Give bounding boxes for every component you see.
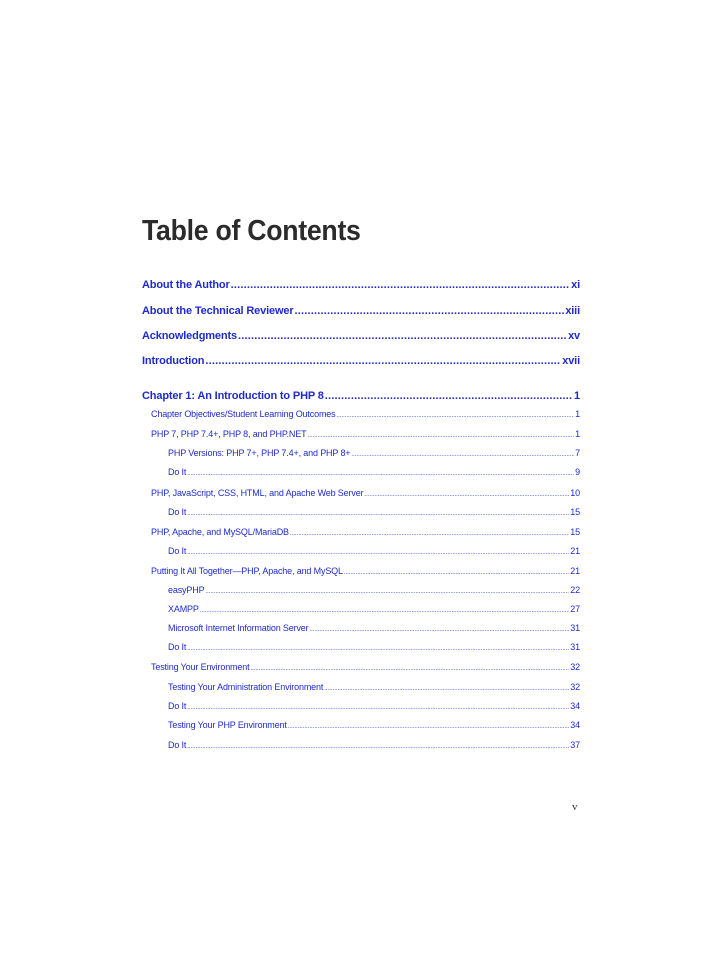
toc-entry[interactable] bbox=[142, 278, 580, 292]
toc-entry[interactable] bbox=[151, 661, 580, 675]
toc-entry[interactable] bbox=[168, 622, 580, 636]
toc-entry-label: Do It bbox=[168, 467, 187, 477]
toc-entry[interactable] bbox=[168, 545, 580, 559]
toc-entry[interactable] bbox=[168, 681, 580, 695]
page-title: Table of Contents bbox=[142, 215, 361, 247]
toc-entry-label: Do It bbox=[168, 507, 187, 517]
toc-entry-label: Testing Your PHP Environment bbox=[168, 720, 287, 730]
toc-entry-label: Do It bbox=[168, 642, 187, 652]
toc-entry[interactable] bbox=[168, 603, 580, 617]
dot-leader bbox=[344, 565, 569, 579]
toc-entry-page-number: 10 bbox=[570, 488, 580, 498]
toc-entry-label: PHP 7, PHP 7.4+, PHP 8, and PHP.NET bbox=[151, 429, 307, 439]
toc-entry-label: easyPHP bbox=[168, 585, 205, 595]
dot-leader bbox=[337, 408, 575, 422]
toc-entry-label: Testing Your Administration Environment bbox=[168, 682, 324, 692]
dot-leader bbox=[231, 278, 571, 292]
toc-entry[interactable] bbox=[168, 466, 580, 480]
toc-entry[interactable] bbox=[151, 487, 580, 501]
dot-leader bbox=[205, 354, 561, 368]
toc-entry-page-number: 1 bbox=[574, 390, 580, 402]
toc-entry-page-number: 9 bbox=[575, 467, 580, 477]
toc-entry-page-number: xi bbox=[571, 279, 580, 291]
toc-entry-label: Do It bbox=[168, 740, 187, 750]
toc-entry[interactable] bbox=[151, 428, 580, 442]
toc-entry-label: XAMPP bbox=[168, 604, 199, 614]
page-number-footer: v bbox=[572, 801, 578, 813]
toc-entry-page-number: xv bbox=[568, 330, 580, 342]
dot-leader bbox=[187, 739, 569, 753]
toc-entry-page-number: 34 bbox=[570, 720, 580, 730]
toc-entry-label: Do It bbox=[168, 701, 187, 711]
toc-entry[interactable] bbox=[168, 506, 580, 520]
dot-leader bbox=[294, 304, 564, 318]
toc-entry-label: Do It bbox=[168, 546, 187, 556]
toc-entry[interactable] bbox=[168, 700, 580, 714]
dot-leader bbox=[187, 700, 569, 714]
toc-entry-page-number: 32 bbox=[570, 682, 580, 692]
dot-leader bbox=[351, 447, 574, 461]
toc-entry-page-number: 22 bbox=[570, 585, 580, 595]
toc-entry[interactable] bbox=[142, 304, 580, 318]
toc-entry[interactable] bbox=[168, 641, 580, 655]
toc-entry-label: About the Author bbox=[142, 279, 230, 291]
toc-entry[interactable] bbox=[168, 584, 580, 598]
toc-entry-page-number: 32 bbox=[570, 662, 580, 672]
toc-entry-label: About the Technical Reviewer bbox=[142, 305, 294, 317]
toc-entry-page-number: xiii bbox=[565, 305, 580, 317]
toc-entry-page-number: 21 bbox=[570, 546, 580, 556]
toc-entry-page-number: 31 bbox=[570, 623, 580, 633]
toc-entry-label: Acknowledgments bbox=[142, 330, 237, 342]
toc-entry-page-number: 37 bbox=[570, 740, 580, 750]
toc-entry-page-number: 1 bbox=[575, 409, 580, 419]
dot-leader bbox=[200, 603, 570, 617]
toc-entry[interactable] bbox=[168, 447, 580, 461]
toc-entry-label: PHP, JavaScript, CSS, HTML, and Apache Web Server bbox=[151, 488, 364, 498]
toc-entry-label: Testing Your Environment bbox=[151, 662, 250, 672]
toc-entry[interactable] bbox=[168, 739, 580, 753]
toc-entry[interactable] bbox=[151, 408, 580, 422]
dot-leader bbox=[324, 681, 569, 695]
dot-leader bbox=[238, 329, 567, 343]
toc-entry[interactable] bbox=[142, 354, 580, 368]
toc-entry[interactable] bbox=[168, 719, 580, 733]
dot-leader bbox=[187, 545, 569, 559]
toc-entry-label: Chapter Objectives/Student Learning Outcomes bbox=[151, 409, 336, 419]
toc-entry-label: Putting It All Together—PHP, Apache, and MySQL bbox=[151, 566, 343, 576]
dot-leader bbox=[187, 641, 569, 655]
dot-leader bbox=[187, 506, 569, 520]
toc-entry[interactable] bbox=[142, 329, 580, 343]
dot-leader bbox=[290, 526, 569, 540]
toc-entry-label: Introduction bbox=[142, 355, 205, 367]
toc-entry-page-number: 27 bbox=[570, 604, 580, 614]
dot-leader bbox=[307, 428, 574, 442]
dot-leader bbox=[250, 661, 569, 675]
dot-leader bbox=[205, 584, 569, 598]
toc-entry-page-number: 1 bbox=[575, 429, 580, 439]
toc-entry-page-number: xvii bbox=[562, 355, 580, 367]
dot-leader bbox=[288, 719, 570, 733]
toc-entry-label: PHP Versions: PHP 7+, PHP 7.4+, and PHP 8+ bbox=[168, 448, 351, 458]
dot-leader bbox=[325, 389, 573, 403]
toc-entry-page-number: 21 bbox=[570, 566, 580, 576]
toc-entry[interactable] bbox=[151, 526, 580, 540]
toc-entry-label: Chapter 1: An Introduction to PHP 8 bbox=[142, 390, 324, 402]
toc-entry-page-number: 7 bbox=[575, 448, 580, 458]
dot-leader bbox=[187, 466, 574, 480]
toc-entry-label: Microsoft Internet Information Server bbox=[168, 623, 309, 633]
toc-entry-page-number: 34 bbox=[570, 701, 580, 711]
toc-entry[interactable] bbox=[151, 565, 580, 579]
dot-leader bbox=[364, 487, 569, 501]
toc-entry-page-number: 31 bbox=[570, 642, 580, 652]
toc-entry-page-number: 15 bbox=[570, 507, 580, 517]
toc-entry-label: PHP, Apache, and MySQL/MariaDB bbox=[151, 527, 289, 537]
toc-entry-page-number: 15 bbox=[570, 527, 580, 537]
dot-leader bbox=[310, 622, 570, 636]
toc-entry[interactable] bbox=[142, 389, 580, 403]
